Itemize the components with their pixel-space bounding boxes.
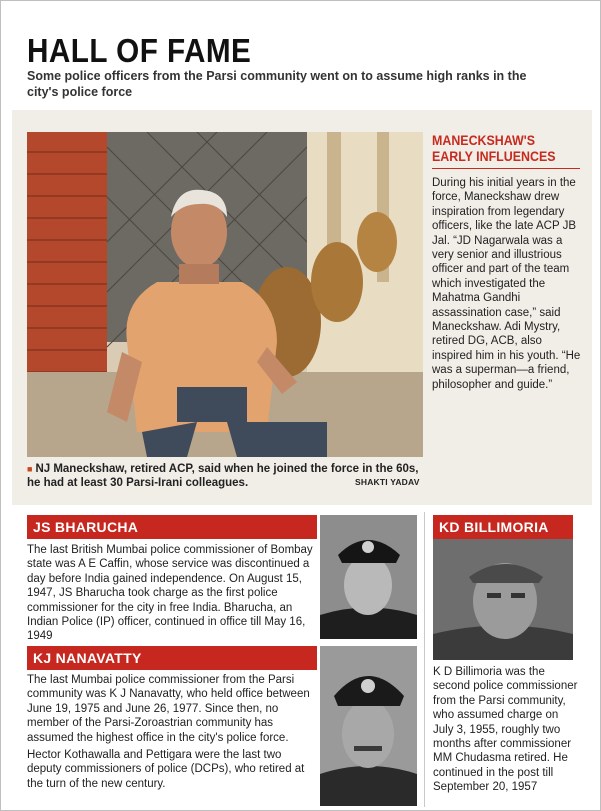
column-divider	[424, 512, 425, 807]
sidebar-rule	[432, 168, 580, 169]
nanavatty-portrait-illustration	[320, 646, 417, 806]
billimoria-portrait-illustration	[433, 539, 573, 660]
bharucha-text: The last British Mumbai police commissioner of Bombay state was A E Caffin, whose service was discontinued a day before India gained independence. On August 15, 1947, JS Bharucha took charge as the first police commissioner for the city in free India. Bharucha, an Indian Police (IP) officer, continued in office till May 16, 1949	[27, 544, 313, 643]
bharucha-portrait-illustration	[320, 515, 417, 639]
caption-text: NJ Maneckshaw, retired ACP, said when he joined the force in the 60s, he had at least 30 Parsi-Irani colleagues.	[27, 463, 419, 489]
photo-illustration	[27, 132, 423, 457]
billimoria-portrait	[433, 539, 573, 660]
billimoria-heading: KD BILLIMORIA	[433, 515, 573, 539]
page-title: HALL OF FAME	[27, 32, 252, 69]
billimoria-text: K D Billimoria was the second police commissioner from the Parsi community, who assumed charge on July 3, 1955, roughly two months after commissioner MM Chudasma retired. He continued in the post till September 20, 1957	[433, 666, 578, 794]
bharucha-heading: JS BHARUCHA	[27, 515, 317, 539]
bharucha-portrait	[320, 515, 417, 639]
nanavatty-text-1: The last Mumbai police commissioner from the Parsi community was K J Nanavatty, who held office between June 19, 1975 and June 26, 1977. Since then, no member of the Parsi-Zoroastrian community has assumed the highest office in the city's police force.	[27, 674, 310, 744]
page-subtitle: Some police officers from the Parsi community went on to assume high ranks in the city's police force	[27, 69, 527, 99]
sidebar-title: MANECKSHAW'S EARLY INFLUENCES	[432, 133, 556, 164]
nanavatty-text-2: Hector Kothawalla and Pettigara were the last two deputy commissioners of police (DCPs), who retired at the turn of the new century.	[27, 749, 305, 790]
maneckshaw-photo	[27, 132, 423, 457]
nanavatty-heading: KJ NANAVATTY	[27, 646, 317, 670]
nanavatty-portrait	[320, 646, 417, 806]
sidebar-text: During his initial years in the force, Maneckshaw drew inspiration from legendary officers, like the late ACP JB Jal. “JD Nagarwala was a very senior and illustrious officer and part of the team which investigated the Mahatma Gandhi assassination case,” said Maneckshaw. Adi Mystry, retired DG, ACB, also inspired him in his youth. “He was a superman—a friend, philosopher and guide.”	[432, 177, 581, 391]
caption-bullet-icon: ■	[27, 464, 33, 474]
photo-credit: SHAKTI YADAV	[355, 477, 420, 487]
